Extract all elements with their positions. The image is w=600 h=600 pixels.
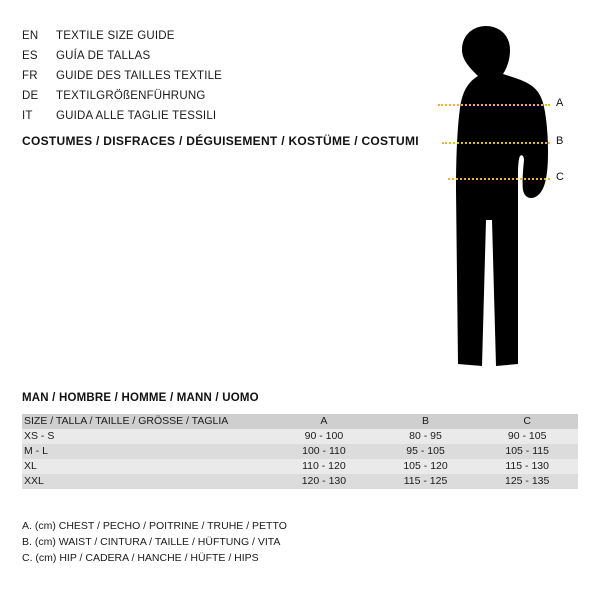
table-title: MAN / HOMBRE / HOMME / MANN / UOMO bbox=[22, 392, 259, 404]
measure-line-a bbox=[438, 104, 550, 106]
language-code: ES bbox=[22, 50, 38, 62]
language-code: IT bbox=[22, 110, 33, 122]
table-header-b: B bbox=[422, 415, 430, 427]
language-row bbox=[22, 30, 362, 50]
cell-b: 80 - 95 bbox=[409, 430, 442, 442]
language-row bbox=[22, 90, 362, 110]
language-code: EN bbox=[22, 30, 39, 42]
table-header-c: C bbox=[523, 415, 531, 427]
language-label: GUIDE DES TAILLES TEXTILE bbox=[56, 70, 223, 82]
note-a: A. (cm) CHEST / PECHO / POITRINE / TRUHE / PETTO bbox=[22, 520, 287, 532]
cell-b: 95 - 105 bbox=[406, 445, 445, 457]
table-header-row bbox=[22, 414, 578, 429]
cell-c: 90 - 105 bbox=[507, 430, 547, 442]
measure-label-a: A bbox=[556, 97, 564, 109]
cell-c: 105 - 115 bbox=[505, 445, 549, 457]
note-b: B. (cm) WAIST / CINTURA / TAILLE / HÜFTUNG / VITA bbox=[22, 536, 281, 548]
cell-b: 105 - 120 bbox=[403, 460, 448, 472]
language-label: GUÍA DE TALLAS bbox=[56, 50, 151, 62]
language-list bbox=[22, 30, 362, 130]
cell-size: XS - S bbox=[24, 430, 55, 442]
language-row bbox=[22, 50, 362, 70]
language-row bbox=[22, 70, 362, 90]
cell-size: XL bbox=[24, 460, 37, 472]
language-code: FR bbox=[22, 70, 38, 82]
table-row bbox=[22, 429, 578, 444]
cell-a: 90 - 100 bbox=[304, 430, 344, 442]
table-row bbox=[22, 459, 578, 474]
body-figure bbox=[400, 20, 580, 380]
measurement-notes bbox=[22, 518, 287, 566]
language-label: TEXTILGRÖßENFÜHRUNG bbox=[56, 90, 206, 102]
measure-line-b bbox=[442, 142, 550, 144]
table-header-a: A bbox=[320, 415, 328, 427]
male-silhouette-icon bbox=[400, 20, 580, 380]
cell-a: 100 - 110 bbox=[302, 445, 346, 457]
table-row bbox=[22, 444, 578, 459]
size-table bbox=[22, 414, 578, 489]
note-c: C. (cm) HIP / CADERA / HANCHE / HÜFTE / HIPS bbox=[22, 552, 259, 564]
cell-a: 120 - 130 bbox=[301, 475, 347, 487]
cell-size: XXL bbox=[24, 475, 44, 487]
measure-label-b: B bbox=[556, 135, 564, 147]
cell-b: 115 - 125 bbox=[403, 475, 448, 487]
language-code: DE bbox=[22, 90, 39, 102]
measure-line-c bbox=[448, 178, 550, 180]
language-row bbox=[22, 110, 362, 130]
table-row bbox=[22, 474, 578, 489]
measure-label-c: C bbox=[556, 171, 564, 183]
language-label: TEXTILE SIZE GUIDE bbox=[56, 30, 175, 42]
cell-c: 115 - 130 bbox=[505, 460, 549, 472]
cell-c: 125 - 135 bbox=[504, 475, 550, 487]
table-header-size: SIZE / TALLA / TAILLE / GRÖSSE / TAGLIA bbox=[24, 415, 229, 427]
costumes-heading: COSTUMES / DISFRACES / DÉGUISEMENT / KOSTÜME / COSTUMI bbox=[22, 134, 419, 148]
cell-size: M - L bbox=[24, 445, 48, 457]
language-label: GUIDA ALLE TAGLIE TESSILI bbox=[56, 110, 217, 122]
cell-a: 110 - 120 bbox=[302, 460, 346, 472]
